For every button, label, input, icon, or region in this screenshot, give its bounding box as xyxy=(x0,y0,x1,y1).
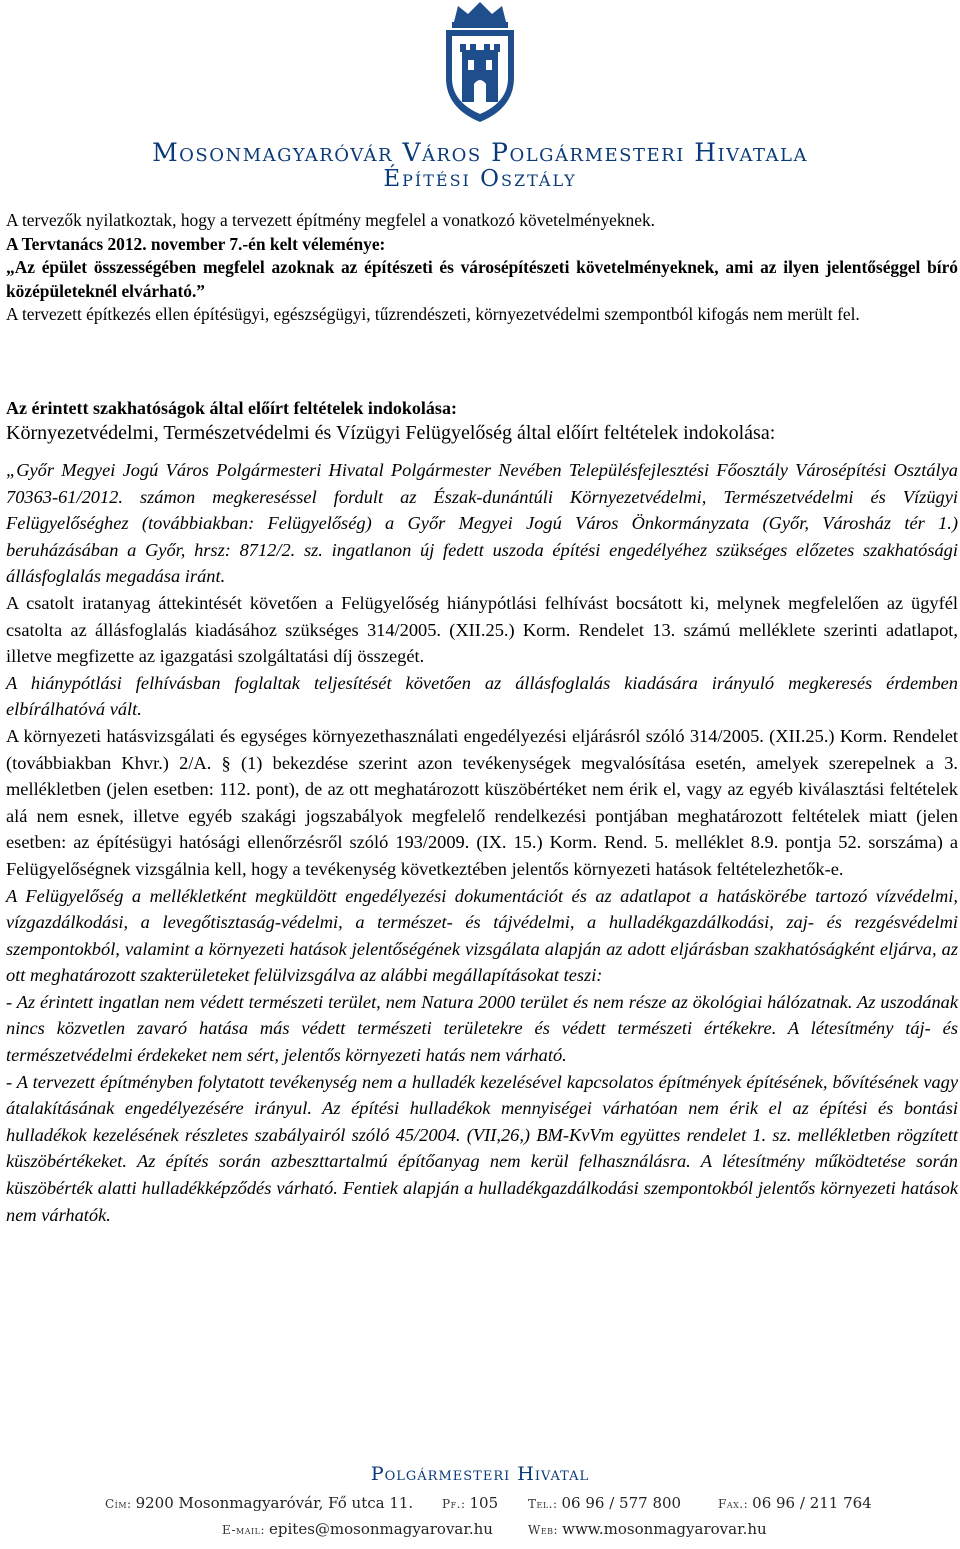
section-subheading: Környezetvédelmi, Természetvédelmi és Vízügyi Felügyelőség által előírt feltételek indokolása: xyxy=(6,422,776,444)
pf-value: 105 xyxy=(469,1494,499,1512)
web-link[interactable]: www.mosonmagyarovar.hu xyxy=(562,1520,767,1538)
body-paragraph: „Győr Megyei Jogú Város Polgármesteri Hivatal Polgármester Nevében Településfejlesztési Főosztály Városépítési Osztálya 70363-61/2012. számon megkereséssel fordult az Észak-dunántúli Környezetvédelmi, Természetvédelmi és Vízügyi Felügyelőséghez (továbbiakban: Felügyelőség) a Győr Megyei Jogú Város Önkormányzata (Győr, Városház tér 1.) beruházásában a Győr, hrsz: 8712/2. sz. ingatlanon új fedett uszoda építési engedélyéhez szükséges előzetes szakhatósági állásfoglalás megadása iránt. xyxy=(6,460,958,587)
department-name: Építési Osztály xyxy=(383,166,577,192)
footer-fax xyxy=(718,1494,872,1512)
fax-value: 06 96 / 211 764 xyxy=(752,1494,872,1512)
web-label: Web: xyxy=(528,1523,559,1537)
email-label: E-mail: xyxy=(222,1523,266,1537)
footer-title: Polgármesteri Hivatal xyxy=(370,1463,590,1485)
intro-paragraph: A tervezett építkezés ellen építésügyi, egészségügyi, tűzrendészeti, környezetvédelmi szempontból kifogás nem merült fel. xyxy=(6,304,860,324)
intro-quote: „Az épület összességében megfelel azoknak az építészeti és városépítészeti követelményeknek, ami az ilyen jelentőséggel bíró középületeknél elvárható.” xyxy=(6,257,958,301)
footer-email[interactable] xyxy=(222,1520,493,1538)
footer-tel xyxy=(528,1494,681,1512)
body-text xyxy=(6,457,958,1228)
footer-address xyxy=(105,1494,413,1512)
body-paragraph: - Az érintett ingatlan nem védett természeti terület, nem Natura 2000 terület és nem része az ökológiai hálózatnak. Az uszodának nincs közvetlen zavaró hatása más védett természeti területekre és védett természeti értékekre. A létesítmény táj- és természetvédelmi érdekeket nem sért, jelentős környezeti hatás nem várható. xyxy=(6,991,958,1066)
coat-of-arms-icon xyxy=(436,0,524,126)
body-paragraph: A hiánypótlási felhívásban foglaltak teljesítését követően az állásfoglalás kiadására irányuló megkeresés érdemben elbírálhatóvá vált. xyxy=(6,672,958,720)
intro-paragraph: A Tervtanács 2012. november 7.-én kelt véleménye: xyxy=(6,233,386,254)
intro-block xyxy=(6,209,958,327)
body-paragraph: - A tervezett építményben folytatott tevékenység nem a hulladék kezelésével kapcsolatos építmények építésének, bővítésének vagy átalakításának engedélyezésére irányul. Az építési hulladékok mennyiségei várhatóan nem érik el az építési és bontási hulladékok kezelésének részletes szabályairól szóló 45/2004. (VII,26,) BM-KvVm együttes rendelet 1. sz. mellékletben rögzített küszöbértékeket. Az építés során azbeszttartalmú építőanyag nem kerül felhasználásra. A létesítmény működtetése során küszöbérték alatti hulladékképződés várható. Fentiek alapján a hulladékgazdálkodási szempontokból jelentős környezeti hatások nem várhatók. xyxy=(6,1071,958,1225)
pf-label: Pf.: xyxy=(442,1497,466,1511)
intro-paragraph: A tervezők nyilatkoztak, hogy a tervezett építmény megfelel a vonatkozó követelményeknek. xyxy=(6,210,656,230)
body-paragraph: A csatolt iratanyag áttekintését követően a Felügyelőség hiánypótlási felhívást bocsátott ki, melynek megfelelően az ügyfél csatolta az állásfoglalás kiadásához szükséges 314/2005. (XII.25.) Korm. Rendelet 13. számú melléklete szerinti adatlapot, illetve megfizette az igazgatási szolgáltatási díj összegét. xyxy=(6,592,958,667)
section-heading: Az érintett szakhatóságok által előírt feltételek indokolása: xyxy=(6,398,457,418)
email-link[interactable]: epites@mosonmagyarovar.hu xyxy=(269,1520,493,1538)
fax-label: Fax.: xyxy=(718,1497,749,1511)
tel-value: 06 96 / 577 800 xyxy=(561,1494,682,1512)
body-paragraph: A környezeti hatásvizsgálati és egységes környezethasználati engedélyezési eljárásról szóló 314/2005. (XII.25.) Korm. Rendelet (továbbiakban Khvr.) 2/A. § (1) bekezdése szerint azon tevékenységek megvalósítása esetén, amelyek szerepelnek a 3. mellékletben (jelen esetben: 112. pont), de az ott meghatározott küszöbértéket nem érik el, vagy az egyéb kiválasztási feltételek alá nem esnek, illetve egyéb szakági jogszabályok megfelelő rendelkezési pontjában meghatározott feltételek miatt (jelen esetben: az építésügyi hatósági ellenőrzésről szóló 193/2009. (IX. 15.) Korm. Rend. 5. melléklet 8.9. pontja 52. sorszáma) a Felügyelőségnek vizsgálnia kell, hogy a tevékenység következtében jelentős környezeti hatások feltételezhetők-e. xyxy=(6,725,958,879)
footer-pf xyxy=(442,1494,498,1512)
organization-name: Mosonmagyaróvár Város Polgármesteri Hivatala xyxy=(152,138,808,167)
footer-web[interactable] xyxy=(528,1520,767,1538)
address-value: 9200 Mosonmagyaróvár, Fő utca 11. xyxy=(135,1494,414,1512)
address-label: Cím: xyxy=(105,1497,132,1511)
body-paragraph: A Felügyelőség a mellékletként megküldött engedélyezési dokumentációt és az adatlapot a hatáskörébe tartozó vízvédelmi, vízgazdálkodási, a levegőtisztaság-védelmi, a természet- és tájvédelmi, a hulladékgazdálkodási, zaj- és rezgésvédelmi szempontokból, valamint a környezeti hatások jelentőségének vizsgálata alapján az adott eljárásban szakhatóságként eljárva, az ott meghatározott szakterületeket felülvizsgálva az alábbi megállapításokat teszi: xyxy=(6,885,958,986)
tel-label: Tel.: xyxy=(528,1497,558,1511)
